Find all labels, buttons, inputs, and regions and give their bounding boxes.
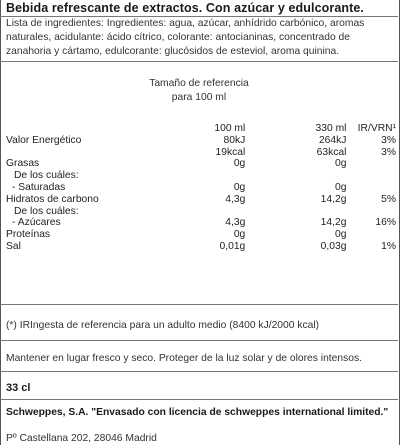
company-address: Pº Castellana 202, 28046 Madrid	[6, 433, 157, 444]
nutrient-ir: 5%	[381, 193, 396, 205]
nutrition-header-row	[6, 123, 396, 135]
ingredients-text: Lista de ingredientes: Ingredientes: agua, azúcar, anhídrido carbónico, aromas naturales, acidulante: ácido cítrico, colorante: antocianinas, concentrado de zanahoria y cártamo, edulcorante: glucósidos de esteviol, aroma quinina.	[6, 18, 365, 57]
nutrient-330: 14,2g	[320, 217, 347, 229]
nutrient-330	[245, 170, 346, 182]
nutrient-ir: 16%	[375, 217, 396, 229]
nutrient-label: Proteínas	[6, 229, 51, 241]
nutrient-100	[181, 206, 246, 218]
nutrient-row	[6, 194, 396, 206]
nutrient-ir: 1%	[381, 240, 396, 252]
nutrient-100: 4,3g	[225, 193, 246, 205]
storage-divider	[0, 371, 398, 372]
nutrient-100: 0g	[233, 181, 246, 193]
nutrient-label: De los cuáles:	[14, 205, 79, 217]
nutrient-100: 4,3g	[225, 217, 246, 229]
nutrient-ir	[346, 182, 396, 194]
nutrient-row	[6, 229, 396, 241]
nutrient-label: Grasas	[6, 158, 40, 170]
nutrient-330: 14,2g	[320, 193, 347, 205]
header-ir-vrn: IR/VRN¹	[357, 123, 396, 134]
nutrient-ir	[346, 206, 396, 218]
reference-size-line1: Tamaño de referencia	[149, 78, 249, 89]
nutrient-100: 0,01g	[219, 240, 246, 252]
nutrient-330: 0g	[334, 181, 347, 193]
volume-divider	[0, 399, 398, 400]
nutrient-label: De los cuáles:	[14, 170, 79, 182]
nutrient-100: 0g	[233, 158, 246, 170]
energy-kj-row	[6, 135, 396, 147]
reference-size-line2: para 100 ml	[171, 92, 227, 103]
nutrient-ir	[346, 229, 396, 241]
energy-kj-ir: 3%	[381, 134, 396, 146]
energy-kj-100: 80kJ	[223, 134, 246, 146]
nutrient-row	[6, 206, 396, 218]
energy-kcal-330: 63kcal	[316, 146, 347, 158]
energy-kcal-ir: 3%	[381, 146, 396, 158]
header-330ml: 330 ml	[315, 123, 347, 134]
nutrient-100: 0g	[233, 229, 246, 241]
nutrient-label: - Saturadas	[12, 181, 66, 193]
ingredients-divider	[0, 61, 398, 62]
table-divider	[0, 304, 398, 305]
nutrient-row	[6, 217, 396, 229]
energy-kcal-row	[6, 147, 396, 159]
net-volume: 33 cl	[6, 382, 31, 394]
header-100ml: 100 ml	[214, 123, 246, 134]
energy-label: Valor Energético	[6, 134, 82, 146]
nutrient-330: 0,03g	[320, 240, 347, 252]
nutrient-row	[6, 241, 396, 253]
company-info: Schweppes, S.A. "Envasado con licencia de schweppes international limited."	[6, 407, 389, 418]
nutrient-ir	[346, 158, 396, 170]
nutrient-label: Sal	[6, 240, 21, 252]
footnote-divider	[0, 340, 398, 341]
nutrient-100	[181, 170, 246, 182]
storage-instructions: Mantener en lugar fresco y seco. Proteger de la luz solar y de olores intensos.	[6, 353, 363, 364]
nutrient-ir	[346, 170, 396, 182]
nutrient-row	[6, 158, 396, 170]
nutrient-330	[245, 206, 346, 218]
nutrient-330: 0g	[334, 158, 347, 170]
product-title: Bebida refrescante de extractos. Con azúcar y edulcorante.	[6, 1, 365, 15]
reference-size	[0, 77, 398, 105]
nutrient-row	[6, 170, 396, 182]
energy-kcal-100: 19kcal	[215, 146, 246, 158]
energy-kj-330: 264kJ	[318, 134, 347, 146]
nutrition-table	[6, 123, 396, 253]
nutrient-row	[6, 182, 396, 194]
nutrient-label: Hidratos de carbono	[6, 193, 99, 205]
reference-intake-footnote: (*) IRIngesta de referencia para un adulto medio (8400 kJ/2000 kcal)	[6, 320, 320, 331]
nutrient-label: - Azúcares	[12, 217, 61, 229]
nutrient-330: 0g	[334, 229, 347, 241]
